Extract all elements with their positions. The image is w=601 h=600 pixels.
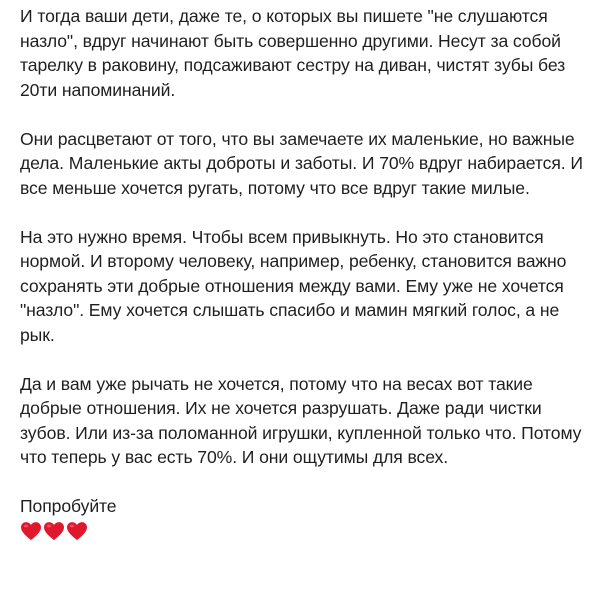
red-heart-icon [43, 521, 65, 541]
post-text [20, 4, 590, 542]
closing-line: Попробуйте [20, 496, 117, 516]
paragraph-3: На это нужно время. Чтобы всем привыкнуть. Но это становится нормой. И второму человеку, например, ребенку, становится важно сохранять эти добрые отношения между вами. Ему уже не хочется "назло". Ему хочется слышать спасибо и мамин мягкий голос, а не рык. [20, 226, 567, 345]
red-heart-icon [20, 521, 42, 541]
red-heart-icon [66, 521, 88, 541]
paragraph-4: Да и вам уже рычать не хочется, потому что на весах вот такие добрые отношения. Их не хочется разрушать. Даже ради чистки зубов. Или из-за поломанной игрушки, купленной только что. Потому что теперь у вас есть 70%. И они ощутимы для всех. [20, 373, 582, 467]
paragraph-1: И тогда ваши дети, даже те, о которых вы пишете "не слушаются назло", вдруг начинают быть совершенно другими. Несут за собой тарелку в раковину, подсаживают сестру на диван, чистят зубы без 20ти напоминаний. [20, 6, 566, 100]
paragraph-2: Они расцветают от того, что вы замечаете их маленькие, но важные дела. Маленькие акты доброты и заботы. И 70% вдруг набирается. И все меньше хочется ругать, потому что все вдруг такие милые. [20, 128, 583, 198]
hearts-emoji [20, 520, 590, 542]
